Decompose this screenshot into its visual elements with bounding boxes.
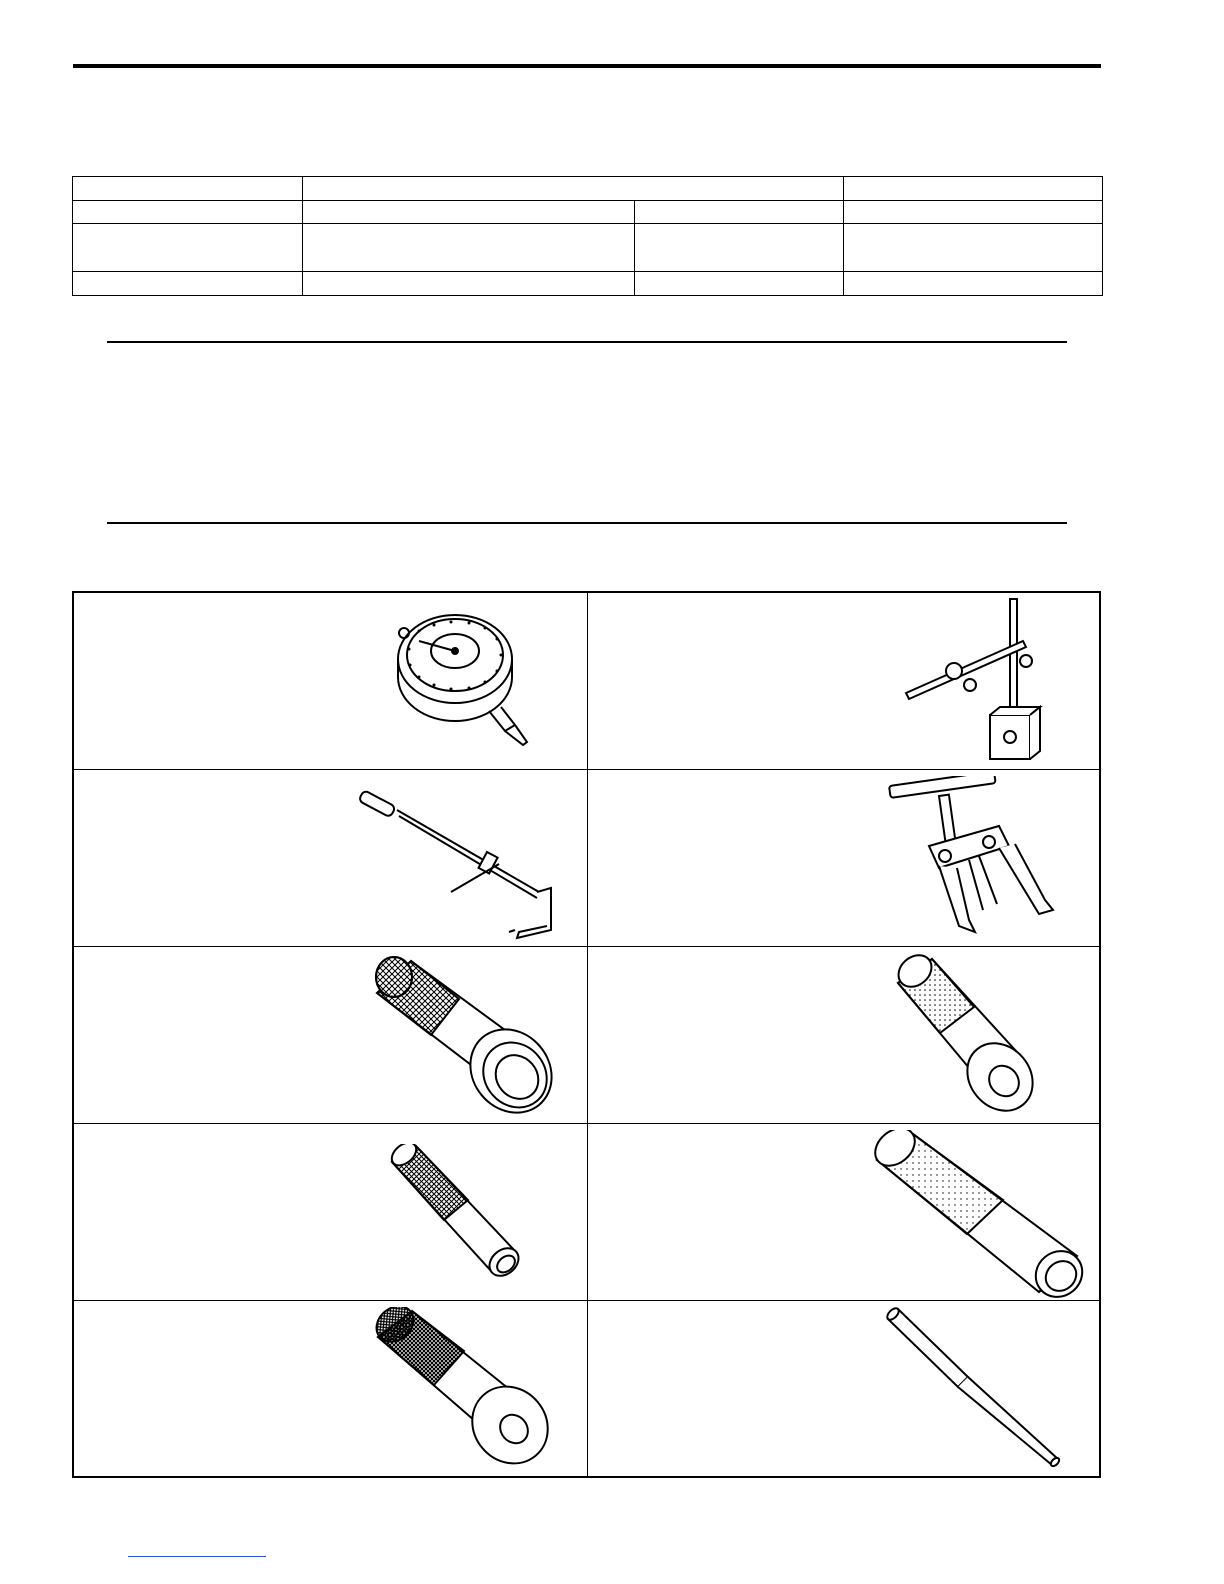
table-cell xyxy=(303,201,635,224)
tool-cell xyxy=(74,770,586,946)
table-cell xyxy=(844,177,1103,201)
tool-cell xyxy=(74,1301,586,1477)
table-cell xyxy=(635,224,844,272)
table-row xyxy=(73,201,1103,224)
table-cell xyxy=(844,224,1103,272)
bearing-installer-large-icon xyxy=(359,953,559,1121)
pin-remover-icon xyxy=(884,1305,1074,1475)
table-cell xyxy=(635,201,844,224)
tool-cell xyxy=(74,593,586,769)
table-cell xyxy=(844,272,1103,296)
depth-gauge-icon xyxy=(359,780,569,940)
tool-cell xyxy=(588,593,1100,769)
table-cell xyxy=(635,272,844,296)
header-rule xyxy=(73,64,1101,68)
bearing-installer-knurled-icon xyxy=(364,1307,564,1475)
table-row xyxy=(73,272,1103,296)
oil-seal-installer-small-icon xyxy=(384,1144,534,1294)
table-cell xyxy=(303,224,635,272)
tool-cell xyxy=(588,770,1100,946)
tool-cell xyxy=(74,1124,586,1300)
bearing-installer-medium-icon xyxy=(888,953,1068,1121)
tool-cell xyxy=(74,947,586,1123)
spec-table xyxy=(72,176,1103,296)
table-cell xyxy=(303,272,635,296)
tool-cell xyxy=(588,1301,1100,1477)
note-bottom-rule xyxy=(107,522,1067,524)
bearing-installer-long-icon xyxy=(863,1130,1088,1298)
tool-cell xyxy=(588,1124,1100,1300)
footer-link-underline[interactable] xyxy=(128,1556,266,1557)
note-top-rule xyxy=(107,341,1067,343)
table-cell xyxy=(73,224,303,272)
table-cell xyxy=(303,177,844,201)
table-cell xyxy=(844,201,1103,224)
table-cell xyxy=(73,201,303,224)
magnetic-stand-icon xyxy=(898,597,1078,767)
tool-cell xyxy=(588,947,1100,1123)
special-tools-grid xyxy=(72,591,1101,1478)
dial-gauge-icon xyxy=(389,611,539,756)
table-cell xyxy=(73,272,303,296)
table-row xyxy=(73,224,1103,272)
bearing-puller-icon xyxy=(883,776,1078,944)
table-cell xyxy=(73,177,303,201)
table-header-row xyxy=(73,177,1103,201)
